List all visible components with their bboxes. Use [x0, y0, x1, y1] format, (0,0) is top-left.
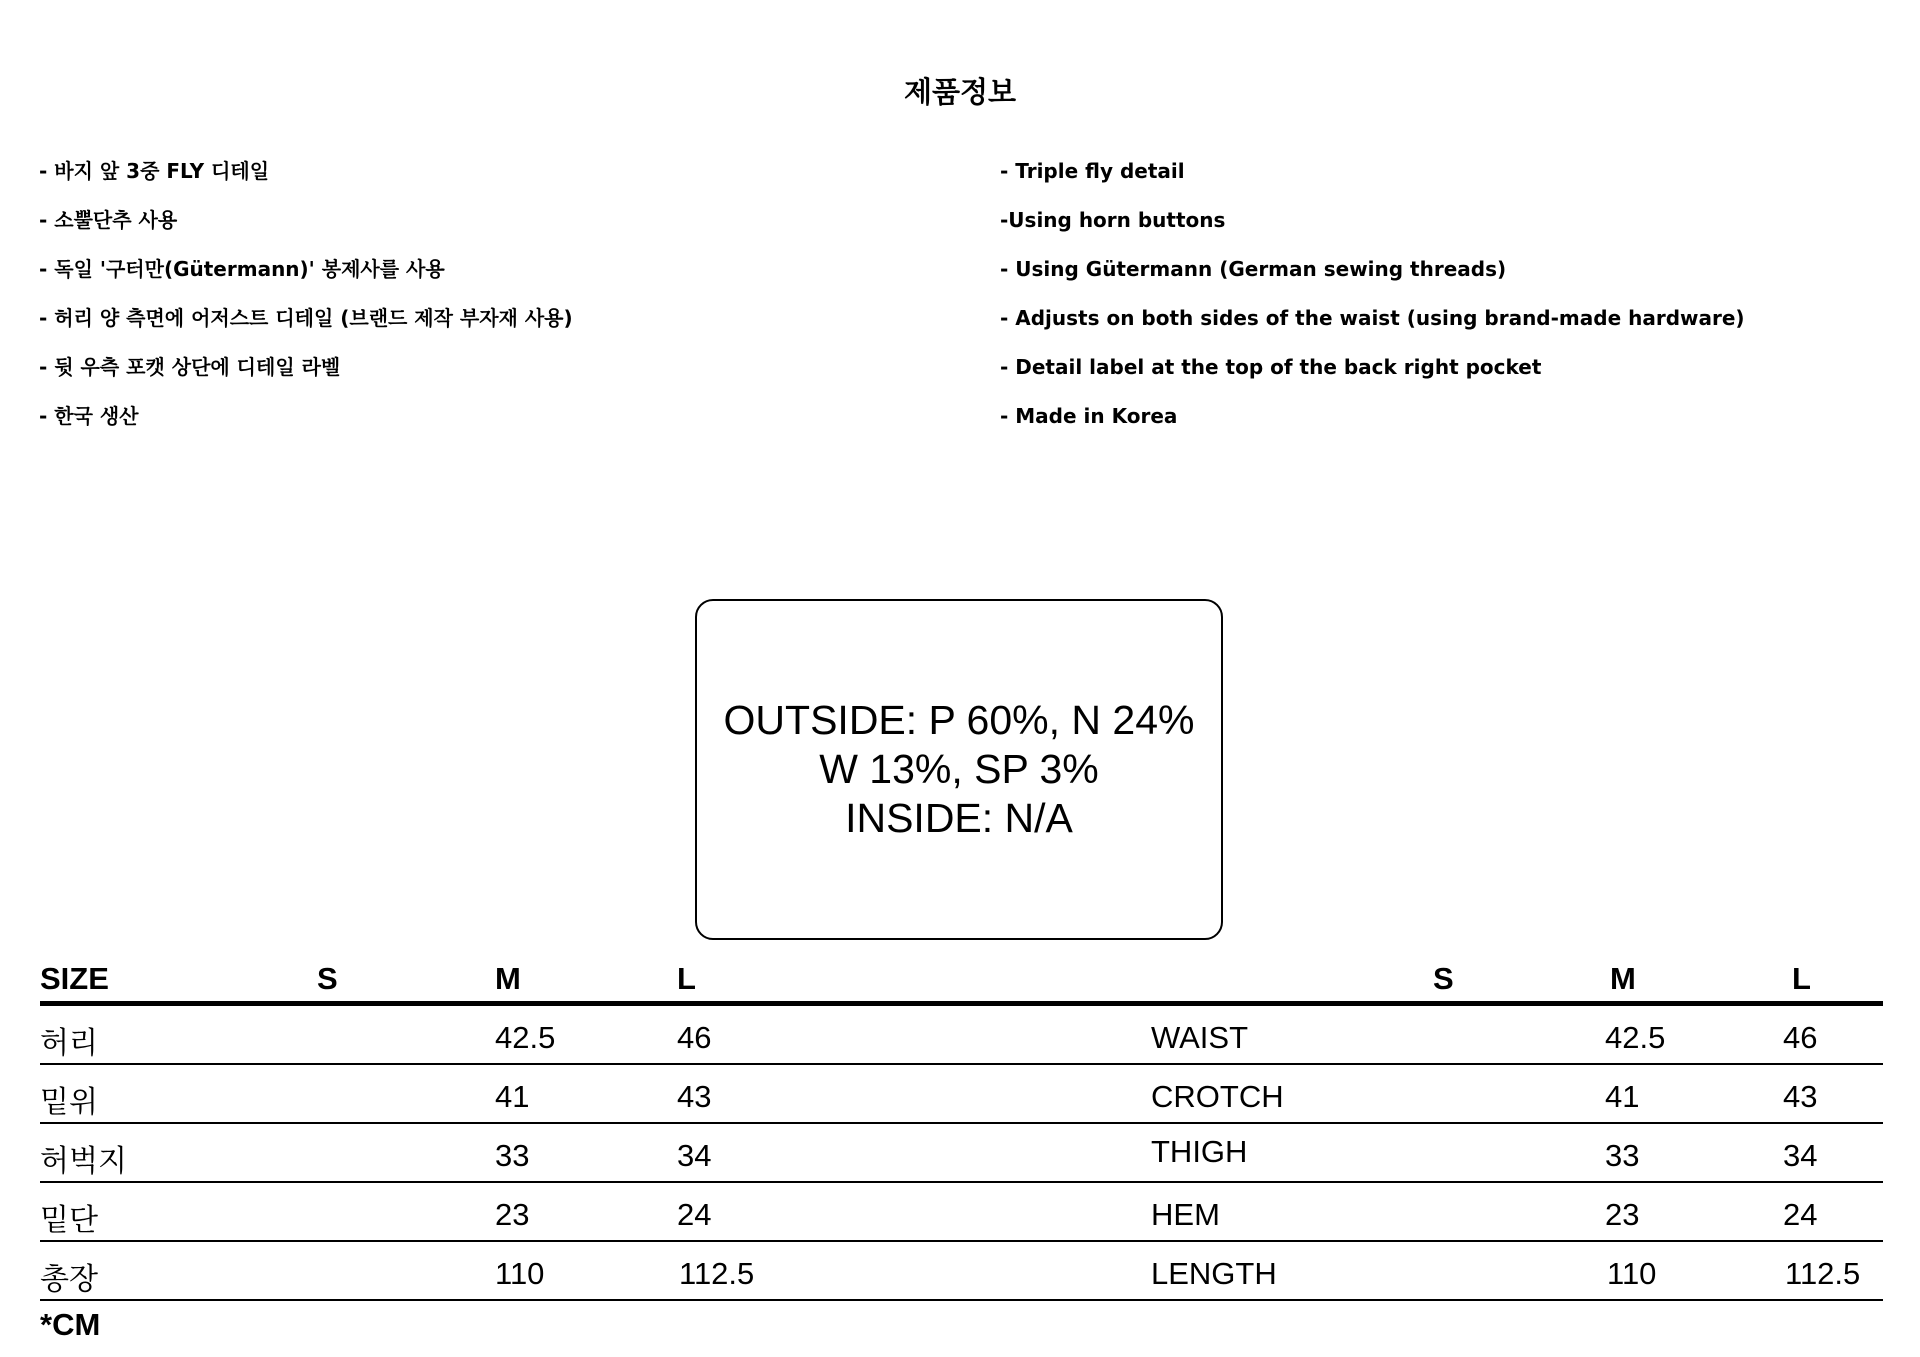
measure-label-en: CROTCH — [1151, 1079, 1284, 1114]
cell-l-right: 112.5 — [1785, 1256, 1861, 1291]
feature-item: - Adjusts on both sides of the waist (using brand-made hardware) — [1000, 306, 1745, 330]
size-table — [40, 957, 1883, 1301]
size-header-label: SIZE — [40, 961, 109, 996]
feature-item: - 독일 '구터만(Gütermann)' 봉제사를 사용 — [39, 257, 445, 281]
measure-label-kr: 허벅지 — [40, 1144, 127, 1179]
cell-m-right: 42.5 — [1605, 1020, 1666, 1055]
cell-m-right: 23 — [1605, 1197, 1640, 1232]
table-row — [40, 1006, 1883, 1065]
feature-list-korean — [39, 155, 573, 449]
feature-item: - 한국 생산 — [39, 404, 139, 428]
cell-m-right: 41 — [1605, 1079, 1640, 1114]
measure-label-kr: 총장 — [40, 1262, 98, 1297]
size-header-m-right: M — [1610, 961, 1636, 996]
cell-l: 43 — [677, 1079, 712, 1114]
cell-l: 112.5 — [679, 1256, 755, 1291]
feature-item: - Made in Korea — [1000, 404, 1178, 428]
table-row — [40, 1242, 1883, 1301]
cell-l-right: 43 — [1783, 1079, 1818, 1114]
feature-item: - Using Gütermann (German sewing threads) — [1000, 257, 1507, 281]
cell-l-right: 34 — [1783, 1138, 1818, 1173]
cell-l: 34 — [677, 1138, 712, 1173]
measure-label-en: HEM — [1151, 1197, 1220, 1232]
feature-item: - Triple fly detail — [1000, 159, 1185, 183]
measure-label-en: THIGH — [1151, 1134, 1248, 1169]
cell-m: 33 — [495, 1138, 530, 1173]
feature-item: - Detail label at the top of the back right pocket — [1000, 355, 1542, 379]
composition-line: INSIDE: N/A — [845, 795, 1073, 841]
feature-list-english — [1000, 155, 1745, 449]
cell-l: 24 — [677, 1197, 712, 1232]
size-header-s-right: S — [1433, 961, 1454, 996]
measure-label-kr: 밑위 — [40, 1085, 98, 1120]
cell-m: 23 — [495, 1197, 530, 1232]
cell-m: 42.5 — [495, 1020, 556, 1055]
feature-item: -Using horn buttons — [1000, 208, 1226, 232]
feature-item: - 바지 앞 3중 FLY 디테일 — [39, 159, 270, 183]
measure-label-kr: 허리 — [40, 1026, 98, 1061]
feature-item: - 허리 양 측면에 어저스트 디테일 (브랜드 제작 부자재 사용) — [39, 306, 573, 330]
composition-line: W 13%, SP 3% — [819, 746, 1099, 792]
cell-l-right: 46 — [1783, 1020, 1818, 1055]
measure-label-kr: 밑단 — [40, 1203, 98, 1238]
composition-line: OUTSIDE: P 60%, N 24% — [723, 697, 1195, 743]
cell-m: 41 — [495, 1079, 530, 1114]
measure-label-en: WAIST — [1151, 1020, 1249, 1055]
size-header-l: L — [677, 961, 696, 996]
cell-m-right: 110 — [1607, 1256, 1657, 1291]
cell-m: 110 — [495, 1256, 545, 1291]
composition-box — [695, 599, 1223, 940]
table-row — [40, 1183, 1883, 1242]
feature-item: - 소뿔단추 사용 — [39, 208, 178, 232]
measure-label-en: LENGTH — [1151, 1256, 1277, 1291]
size-table-header — [40, 957, 1883, 1006]
size-header-m: M — [495, 961, 521, 996]
page-title: 제품정보 — [903, 75, 1017, 109]
size-header-s: S — [317, 961, 338, 996]
feature-item: - 뒷 우측 포캣 상단에 디테일 라벨 — [39, 355, 341, 379]
table-row — [40, 1124, 1883, 1183]
size-header-l-right: L — [1792, 961, 1811, 996]
cell-l: 46 — [677, 1020, 712, 1055]
cell-l-right: 24 — [1783, 1197, 1818, 1232]
cell-m-right: 33 — [1605, 1138, 1640, 1173]
unit-note: *CM — [40, 1307, 101, 1342]
table-row — [40, 1065, 1883, 1124]
